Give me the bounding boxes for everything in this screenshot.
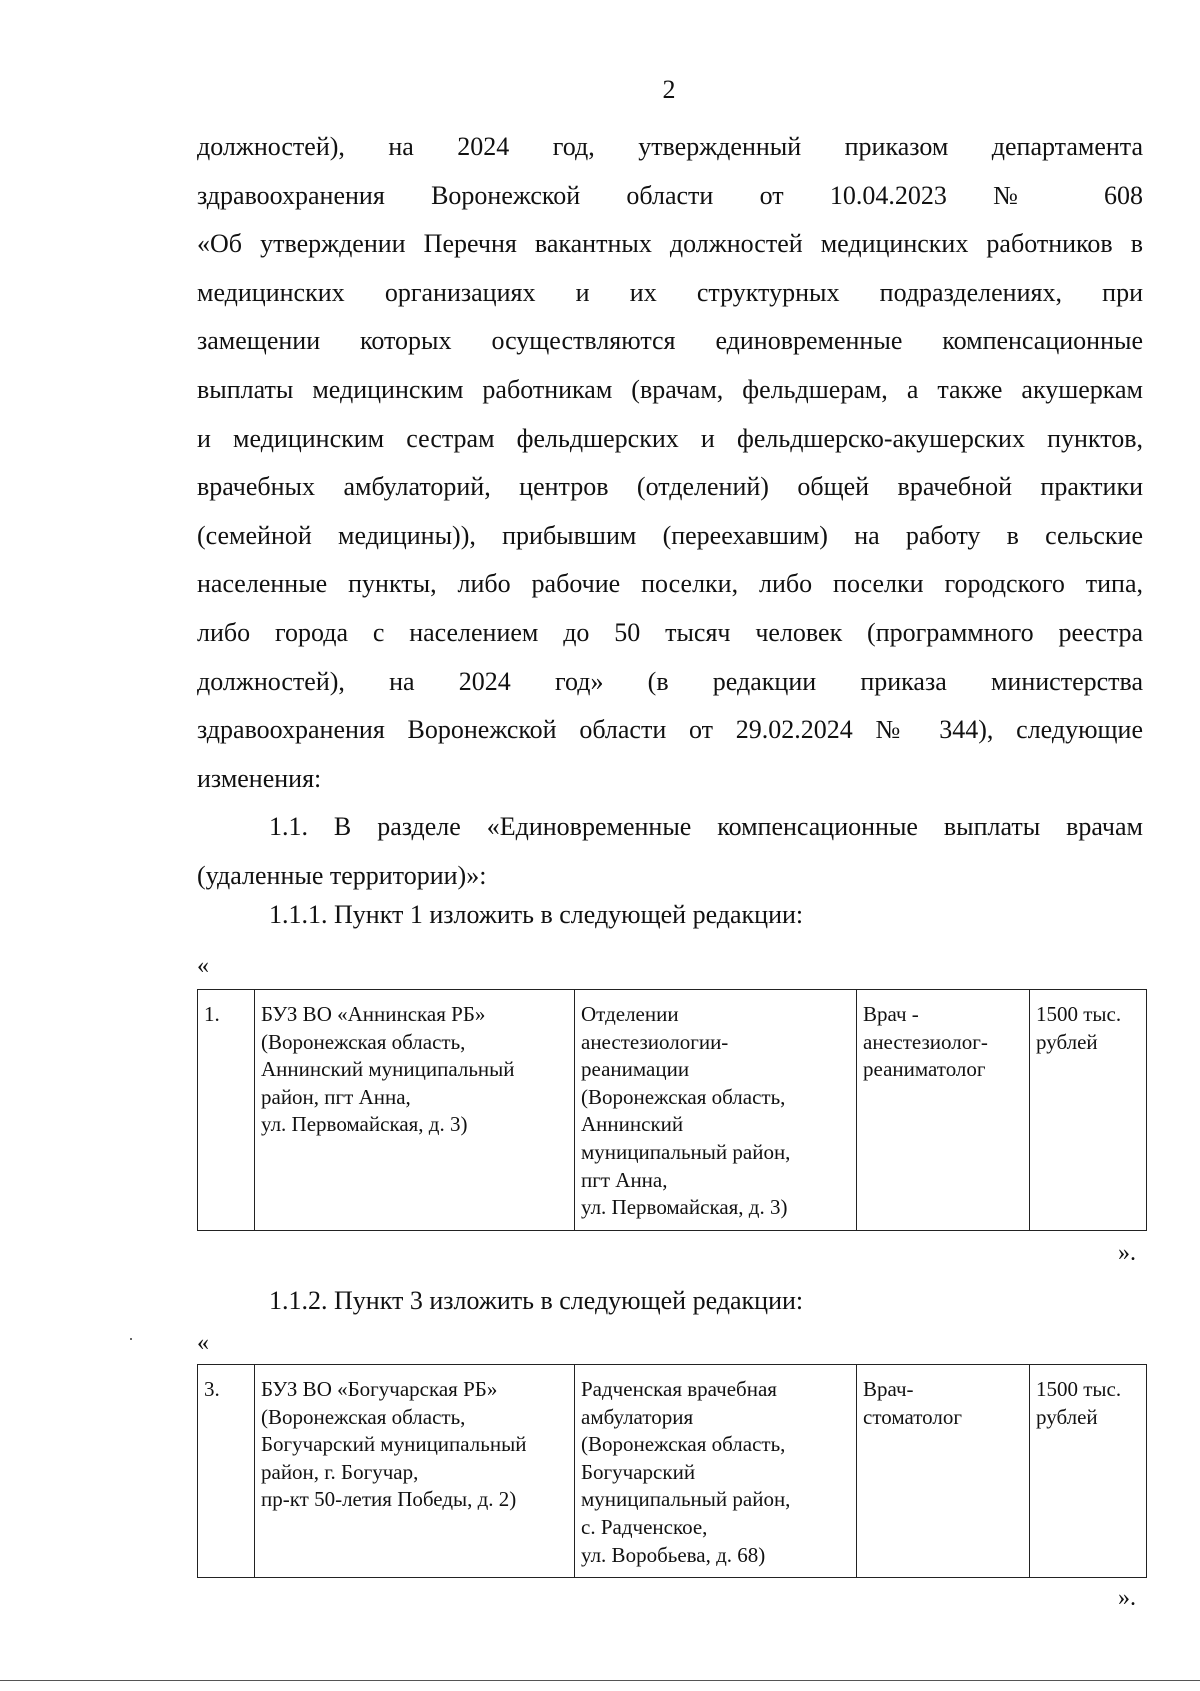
- position-cell: Врач - анестезиолог- реаниматолог: [857, 990, 1030, 1231]
- payment-cell: 1500 тыс. рублей: [1030, 1365, 1147, 1578]
- paragraph-line: населенные пункты, либо рабочие поселки, либо поселки городского типа,: [197, 569, 1143, 599]
- section-heading-line: (удаленные территории)»:: [197, 860, 487, 890]
- paragraph-line: здравоохранения Воронежской области от 10.04.2023 № 608: [197, 180, 1143, 210]
- opening-quote: «: [197, 953, 209, 979]
- main-paragraph: [197, 123, 1143, 901]
- table-row: [198, 1365, 1147, 1578]
- scan-speck: [130, 1338, 132, 1340]
- paragraph-line: (семейной медицины)), прибывшим (переехавшим) на работу в сельские: [197, 520, 1143, 550]
- paragraph-line: медицинских организациях и их структурных подразделениях, при: [197, 277, 1143, 307]
- closing-quote: ».: [1118, 1585, 1136, 1611]
- paragraph-line: должностей), на 2024 год, утвержденный приказом департамента: [197, 132, 1143, 161]
- department-cell: Отделении анестезиологии- реанимации (Воронежская область, Аннинский муниципальный район, пгт Анна, ул. Первомайская, д. 3): [575, 990, 857, 1231]
- table-row: [198, 990, 1147, 1231]
- position-cell: Врач- стоматолог: [857, 1365, 1030, 1578]
- paragraph-last-line: изменения:: [197, 763, 322, 793]
- amendment-heading: 1.1.1. Пункт 1 изложить в следующей редакции:: [269, 900, 804, 929]
- page-number: 2: [662, 75, 676, 104]
- row-number-cell: 3.: [198, 1365, 255, 1578]
- department-cell: Радченская врачебная амбулатория (Воронежская область, Богучарский муниципальный район, с. Радченское, ул. Воробьева, д. 68): [575, 1365, 857, 1578]
- paragraph-line: либо города с населением до 50 тысяч человек (программного реестра: [197, 617, 1143, 647]
- amendment-heading: 1.1.2. Пункт 3 изложить в следующей редакции:: [269, 1286, 804, 1315]
- section-heading-line: 1.1. В разделе «Единовременные компенсационные выплаты врачам: [269, 812, 1143, 842]
- row-number-cell: 1.: [198, 990, 255, 1231]
- closing-quote: ».: [1118, 1240, 1136, 1266]
- paragraph-line: «Об утверждении Перечня вакантных должностей медицинских работников в: [197, 229, 1143, 259]
- paragraph-line: выплаты медицинским работникам (врачам, фельдшерам, а также акушеркам: [197, 374, 1143, 404]
- paragraph-line: должностей), на 2024 год» (в редакции приказа министерства: [197, 666, 1143, 696]
- payment-cell: 1500 тыс. рублей: [1030, 990, 1147, 1231]
- paragraph-line: замещении которых осуществляются единовременные компенсационные: [197, 326, 1143, 356]
- paragraph-line: здравоохранения Воронежской области от 29.02.2024 № 344), следующие: [197, 715, 1143, 745]
- amendment-table: [197, 1364, 1147, 1578]
- paragraph-line: врачебных амбулаторий, центров (отделений) общей врачебной практики: [197, 472, 1143, 502]
- footer-divider: [0, 1680, 1200, 1681]
- amendment-table: [197, 989, 1147, 1231]
- organization-cell: БУЗ ВО «Богучарская РБ» (Воронежская область, Богучарский муниципальный район, г. Богучар, пр-кт 50-летия Победы, д. 2): [255, 1365, 575, 1578]
- opening-quote: «: [197, 1330, 209, 1356]
- paragraph-line: и медицинским сестрам фельдшерских и фельдшерско-акушерских пунктов,: [197, 423, 1143, 453]
- organization-cell: БУЗ ВО «Аннинская РБ» (Воронежская область, Аннинский муниципальный район, пгт Анна, ул. Первомайская, д. 3): [255, 990, 575, 1231]
